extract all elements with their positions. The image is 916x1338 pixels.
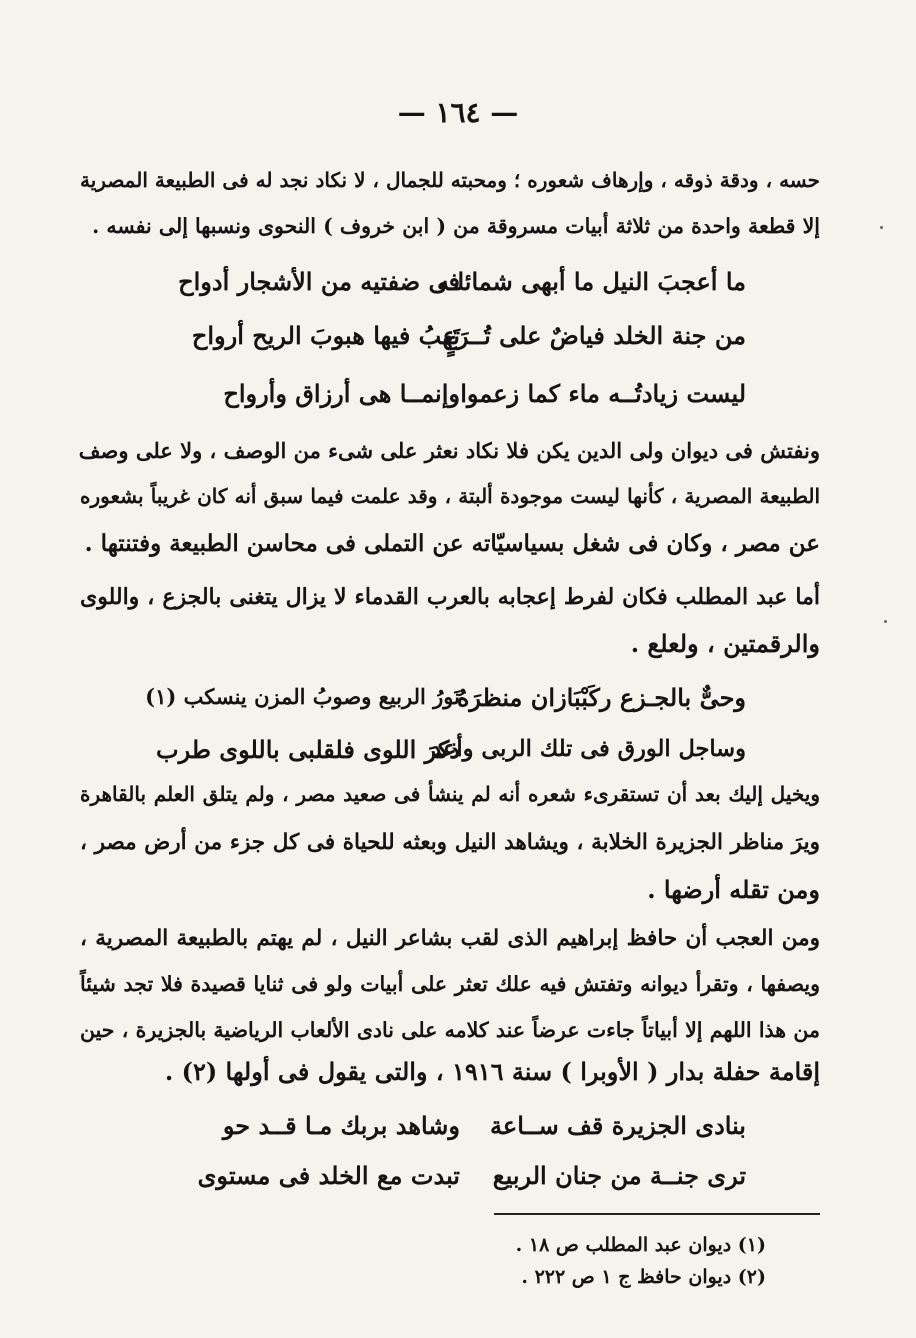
verse-first-hemistich: ترى جنــة من جنان الربيع — [492, 1161, 746, 1190]
paragraph-line: عن مصر ، وكان فى شغل بسياسيّاته عن التملى فى محاسن الطبيعة وفتنتها . — [84, 530, 820, 557]
verse-first-hemistich: ليست زيادتُــه ماء كما زعموا — [460, 379, 746, 408]
paragraph-line: ومن العجب أن حافظ إبراهيم الذى لقب بشاعر النيل ، لم يهتم بالطبيعة المصرية ، — [80, 926, 820, 951]
verse-second-hemistich: وإنمــا هى أرزاق وأرواح — [223, 379, 460, 408]
verse-first-hemistich: من جنة الخلد فياضٌ على تُــرَعٍ — [442, 321, 746, 350]
verse-second-hemistich: ذكرَ اللوى فلقلبى باللوى طرب — [155, 735, 460, 764]
paragraph-line: ويخيل إليك بعد أن تستقرىء شعره أنه لم ينشأ فى صعيد مصر ، ولم يتلق العلم بالقاهرة — [80, 782, 820, 806]
footnote-separator — [494, 1213, 820, 1215]
scan-speck — [880, 226, 883, 229]
paragraph-line: ومن تقله أرضها . — [647, 875, 820, 904]
paragraph-line: إلا قطعة واحدة من ثلاثة أبيات مسروقة من ( ابن خروف ) النحوى ونسبها إلى نفسه . — [92, 214, 820, 238]
paragraph-line: ويصفها ، وتقرأ ديوانه وتفتش فيه علك تعثر على أبيات ولو فى ثنايا قصيدة فلا تجد شيئاً — [80, 972, 820, 996]
verse-second-hemistich: تبدت مع الخلد فى مستوى — [197, 1161, 460, 1190]
paragraph-line: أما عبد المطلب فكان لفرط إعجابه بالعرب القدماء لا يزال يتغنى بالجزع ، واللوى — [80, 584, 820, 610]
paragraph-line: ويرَ مناظر الجزيرة الخلابة ، ويشاهد النيل وبعثه للحياة فى كل جزء من أرض مصر ، — [80, 830, 820, 855]
verse-first-hemistich: بنادى الجزيرة قف ســاعة — [490, 1111, 746, 1140]
page-number: — ١٦٤ — — [397, 96, 519, 129]
verse-second-hemistich: نَورُ الربيع وصوبُ المزن ينسكب (١) — [145, 684, 460, 709]
paragraph-line: حسه ، ودقة ذوقه ، وإرهاف شعوره ؛ ومحبته للجمال ، لا نكاد نجد له فى الطبيعة المصرية — [80, 168, 820, 192]
verse-first-hemistich: ما أعجبَ النيل ما أبهى شمائلـه — [436, 267, 746, 296]
scan-speck — [884, 620, 887, 623]
verse-first-hemistich: وحىٌّ بالجـزع ركَبْبَازان منظرَهُ — [456, 683, 746, 712]
verse-second-hemistich: تَهبُ فيها هبوبَ الريح أرواح — [191, 321, 460, 350]
verse-first-hemistich: وساجل الورق فى تلك الربى وأعد — [431, 736, 746, 762]
verse-second-hemistich: وشاهد بربك مـا قــد حو — [222, 1111, 460, 1140]
paragraph-line: ونفتش فى ديوان ولى الدين يكن فلا نكاد نعثر على شىء من الوصف ، ولا على وصف — [78, 438, 820, 463]
footnote: (١) ديوان عبد المطلب ص ١٨ . — [515, 1234, 766, 1256]
verse-second-hemistich: فى ضفتيه من الأشجار أدواح — [178, 267, 460, 296]
footnote: (٢) ديوان حافظ ج ١ ص ٢٢٢ . — [521, 1266, 766, 1288]
paragraph-line: والرقمتين ، ولعلع . — [630, 629, 820, 658]
paragraph-line: من هذا اللهم إلا أبياتاً جاءت عرضاً عند كلامه على نادى الألعاب الرياضية بالجزيرة ، حين — [80, 1018, 820, 1042]
paragraph-line: الطبيعة المصرية ، كأنها ليست موجودة ألبتة ، وقد علمت فيما سبق أنه كان غريباً بشعوره — [80, 484, 820, 508]
paragraph-line: إقامة حفلة بدار ( الأوبرا ) سنة ١٩١٦ ، والتى يقول فى أولها (٢) . — [164, 1057, 820, 1086]
